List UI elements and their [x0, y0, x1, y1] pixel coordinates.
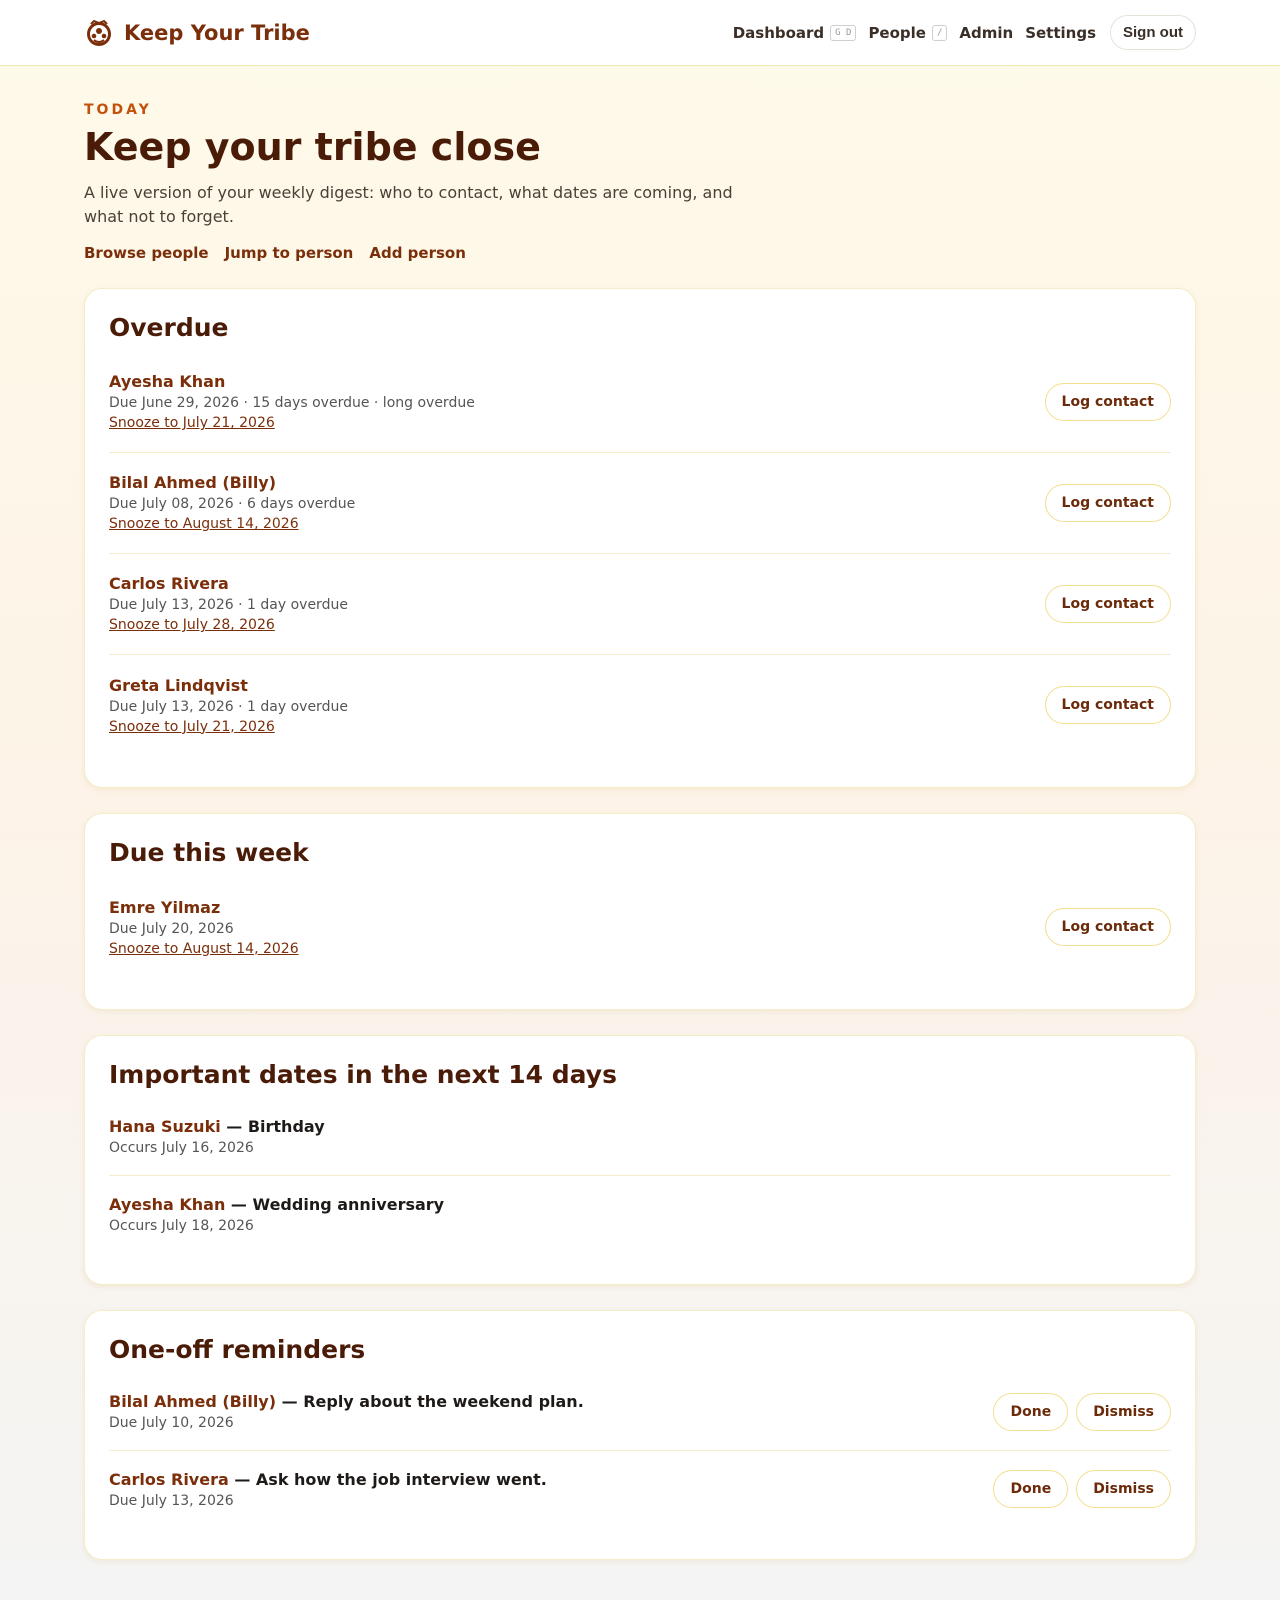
- eyebrow-label: TODAY: [84, 102, 152, 118]
- hero-section: [0, 66, 1280, 262]
- top-nav-bar: [0, 0, 1280, 66]
- overdue-card: [84, 288, 1196, 788]
- due-meta: Due June 29, 2026 · 15 days overdue · long overdue: [109, 395, 475, 412]
- log-contact-button[interactable]: Log contact: [1045, 908, 1171, 946]
- due-week-title: Due this week: [109, 837, 309, 867]
- nav-dashboard[interactable]: [733, 24, 857, 42]
- main-nav: [733, 15, 1196, 50]
- due-meta: Due July 13, 2026: [109, 1492, 234, 1509]
- snooze-link[interactable]: Snooze to August 14, 2026: [109, 516, 299, 533]
- occurs-meta: Occurs July 16, 2026: [109, 1140, 254, 1157]
- page-title: Keep your tribe close: [84, 125, 541, 169]
- snooze-link[interactable]: Snooze to July 28, 2026: [109, 617, 275, 634]
- snooze-link[interactable]: Snooze to July 21, 2026: [109, 718, 275, 735]
- nav-admin[interactable]: Admin: [959, 23, 1014, 42]
- jump-to-person-link[interactable]: Jump to person: [224, 243, 354, 262]
- dates-list: [109, 1099, 1171, 1253]
- due-meta: Due July 13, 2026 · 1 day overdue: [109, 698, 348, 715]
- reminder-actions: [993, 1393, 1171, 1431]
- log-contact-button[interactable]: Log contact: [1045, 484, 1171, 522]
- brand-link[interactable]: [84, 18, 310, 48]
- browse-people-link[interactable]: Browse people: [84, 243, 209, 262]
- log-contact-button[interactable]: Log contact: [1045, 585, 1171, 623]
- due-meta: Due July 13, 2026 · 1 day overdue: [109, 597, 348, 614]
- add-person-link[interactable]: Add person: [369, 243, 466, 262]
- due-week-list: [109, 877, 1171, 978]
- person-name-link[interactable]: Bilal Ahmed (Billy): [109, 1392, 277, 1412]
- nav-dashboard-label: Dashboard: [732, 23, 825, 42]
- overdue-row: [109, 453, 1171, 554]
- due-this-week-card: [84, 813, 1196, 1010]
- occurs-meta: Occurs July 18, 2026: [109, 1217, 254, 1234]
- page-subtitle: A live version of your weekly digest: who to contact, what dates are coming, and what not to forget.: [84, 182, 733, 226]
- overdue-row: [109, 352, 1171, 453]
- log-contact-button[interactable]: Log contact: [1045, 686, 1171, 724]
- due-meta: Due July 20, 2026: [109, 920, 234, 937]
- overdue-row: [109, 554, 1171, 655]
- person-name-link[interactable]: Carlos Rivera: [109, 574, 229, 594]
- person-name-link[interactable]: Hana Suzuki: [109, 1117, 221, 1137]
- event-label: — Birthday: [220, 1117, 325, 1137]
- dismiss-button[interactable]: Dismiss: [1076, 1470, 1171, 1508]
- due-meta: Due July 10, 2026: [109, 1415, 234, 1432]
- dates-title: Important dates in the next 14 days: [109, 1059, 617, 1089]
- overdue-list: [109, 352, 1171, 756]
- overdue-title: Overdue: [109, 312, 229, 342]
- nav-people-label: People: [868, 23, 926, 42]
- person-name-link[interactable]: Bilal Ahmed (Billy): [109, 473, 277, 493]
- person-name-link[interactable]: Emre Yilmaz: [109, 897, 221, 917]
- nav-settings[interactable]: Settings: [1025, 23, 1096, 42]
- reminder-row: [109, 1451, 1171, 1528]
- sign-out-button[interactable]: Sign out: [1110, 15, 1196, 50]
- reminders-list: [109, 1374, 1171, 1528]
- overdue-row: [109, 655, 1171, 756]
- person-name-link[interactable]: Ayesha Khan: [109, 372, 226, 392]
- important-dates-card: [84, 1035, 1196, 1285]
- date-row: [109, 1176, 1171, 1253]
- done-button[interactable]: Done: [993, 1393, 1068, 1431]
- quick-links: [84, 244, 1196, 262]
- log-contact-button[interactable]: Log contact: [1045, 383, 1171, 421]
- snooze-link[interactable]: Snooze to August 14, 2026: [109, 940, 299, 957]
- due-week-row: [109, 877, 1171, 978]
- reminder-text: — Ask how the job interview went.: [228, 1469, 547, 1489]
- date-row: [109, 1099, 1171, 1176]
- reminder-row: [109, 1374, 1171, 1451]
- event-label: — Wedding anniversary: [225, 1194, 445, 1214]
- brand-name: Keep Your Tribe: [124, 20, 310, 45]
- person-name-link[interactable]: Carlos Rivera: [109, 1469, 229, 1489]
- reminder-text: — Reply about the weekend plan.: [276, 1392, 584, 1412]
- tribe-logo-icon: [84, 18, 114, 48]
- reminders-card: [84, 1310, 1196, 1560]
- due-meta: Due July 08, 2026 · 6 days overdue: [109, 496, 356, 513]
- person-name-link[interactable]: Ayesha Khan: [109, 1194, 226, 1214]
- nav-people[interactable]: [868, 24, 947, 42]
- reminder-actions: [993, 1470, 1171, 1508]
- people-shortcut-badge: /: [932, 25, 947, 41]
- done-button[interactable]: Done: [993, 1470, 1068, 1508]
- dashboard-shortcut-badge: G D: [830, 25, 856, 41]
- dismiss-button[interactable]: Dismiss: [1076, 1393, 1171, 1431]
- snooze-link[interactable]: Snooze to July 21, 2026: [109, 415, 275, 432]
- reminders-title: One-off reminders: [109, 1334, 366, 1364]
- person-name-link[interactable]: Greta Lindqvist: [109, 675, 248, 695]
